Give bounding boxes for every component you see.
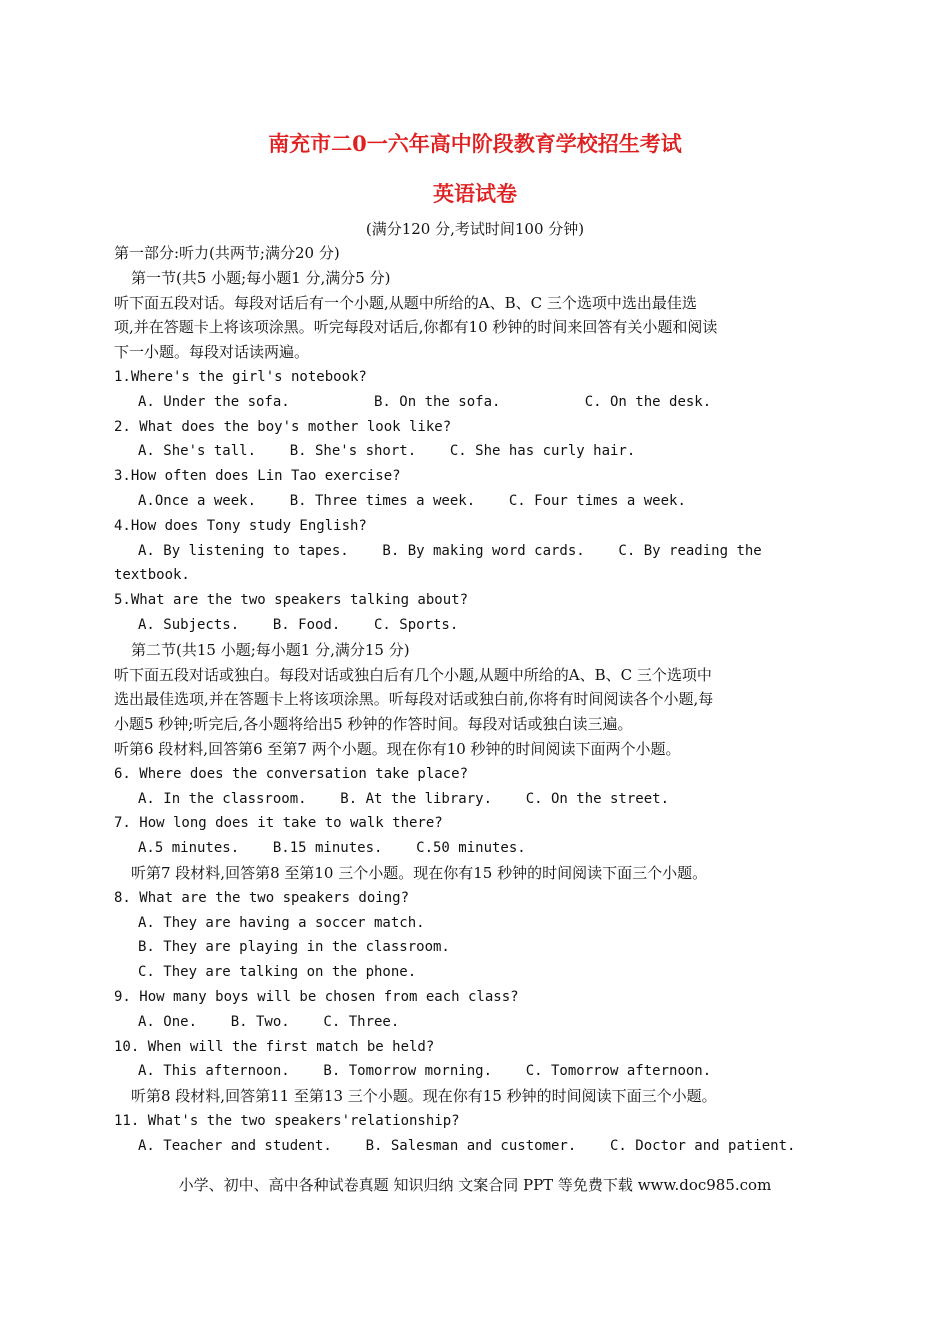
question-1: 1.Where's the girl's notebook? (114, 368, 367, 385)
question-7-options: A.5 minutes. B.15 minutes. C.50 minutes. (138, 840, 526, 857)
question-7: 7. How long does it take to walk there? (114, 815, 443, 832)
instruction-line: 下一小题。每段对话读两遍。 (114, 343, 310, 362)
question-9-options: A. One. B. Two. C. Three. (138, 1013, 400, 1030)
question-10: 10. When will the first match be held? (114, 1038, 435, 1055)
question-4-options-cont: textbook. (114, 567, 190, 584)
question-5: 5.What are the two speakers talking about? (114, 592, 469, 609)
question-11-options: A. Teacher and student. B. Salesman and customer. C. Doctor and patient. (138, 1137, 796, 1154)
instruction-line: 听下面五段对话或独白。每段对话或独白后有几个小题,从题中所给的A、B、C 三个选项中 (114, 665, 712, 684)
question-8-option-c: C. They are talking on the phone. (138, 964, 417, 981)
instruction-line: 项,并在答题卡上将该项涂黑。听完每段对话后,你都有10 秒钟的时间来回答有关小题和阅读 (114, 318, 718, 337)
part-heading: 第一节(共5 小题;每小题1 分,满分5 分) (131, 268, 391, 287)
question-4: 4.How does Tony study English? (114, 517, 367, 534)
question-2: 2. What does the boy's mother look like? (114, 418, 452, 435)
question-3: 3.How often does Lin Tao exercise? (114, 468, 401, 485)
exam-info: (满分120 分,考试时间100 分钟) (365, 220, 585, 238)
exam-title: 南充市二0一六年高中阶段教育学校招生考试 (268, 131, 682, 156)
exam-body (114, 241, 804, 1158)
question-8-option-b: B. They are playing in the classroom. (138, 939, 450, 956)
question-9: 9. How many boys will be chosen from each class? (114, 988, 519, 1005)
footer-text: 小学、初中、高中各种试卷真题 知识归纳 文案合同 PPT 等免费下载 www.doc985.com (178, 1176, 772, 1194)
material-note: 听第7 段材料,回答第8 至第10 三个小题。现在你有15 秒钟的时间阅读下面三个小题。 (131, 863, 708, 882)
part-heading: 第二节(共15 小题;每小题1 分,满分15 分) (131, 640, 410, 659)
exam-subject: 英语试卷 (433, 181, 517, 206)
question-6: 6. Where does the conversation take place? (114, 765, 469, 782)
instruction-line: 选出最佳选项,并在答题卡上将该项涂黑。听每段对话或独白前,你将有时间阅读各个小题,每 (114, 690, 714, 709)
instruction-line: 小题5 秒钟;听完后,各小题将给出5 秒钟的作答时间。每段对话或独白读三遍。 (114, 715, 633, 734)
section-heading: 第一部分:听力(共两节;满分20 分) (114, 244, 340, 262)
question-3-options: A.Once a week. B. Three times a week. C. Four times a week. (138, 492, 686, 509)
question-8: 8. What are the two speakers doing? (114, 889, 410, 906)
question-2-options: A. She's tall. B. She's short. C. She has curly hair. (138, 443, 636, 460)
question-1-options: A. Under the sofa. B. On the sofa. C. On the desk. (138, 393, 712, 410)
question-5-options: A. Subjects. B. Food. C. Sports. (138, 616, 459, 633)
instruction-line: 听下面五段对话。每段对话后有一个小题,从题中所给的A、B、C 三个选项中选出最佳选 (114, 293, 697, 312)
question-8-option-a: A. They are having a soccer match. (138, 914, 425, 931)
question-10-options: A. This afternoon. B. Tomorrow morning. C. Tomorrow afternoon. (138, 1063, 712, 1080)
material-note: 听第8 段材料,回答第11 至第13 三个小题。现在你有15 秒钟的时间阅读下面三个小题。 (131, 1087, 717, 1106)
question-11: 11. What's the two speakers'relationship? (114, 1112, 460, 1129)
question-4-options: A. By listening to tapes. B. By making word cards. C. By reading the (138, 542, 762, 559)
question-6-options: A. In the classroom. B. At the library. C. On the street. (138, 790, 670, 807)
material-note: 听第6 段材料,回答第6 至第7 两个小题。现在你有10 秒钟的时间阅读下面两个小题。 (114, 739, 681, 758)
